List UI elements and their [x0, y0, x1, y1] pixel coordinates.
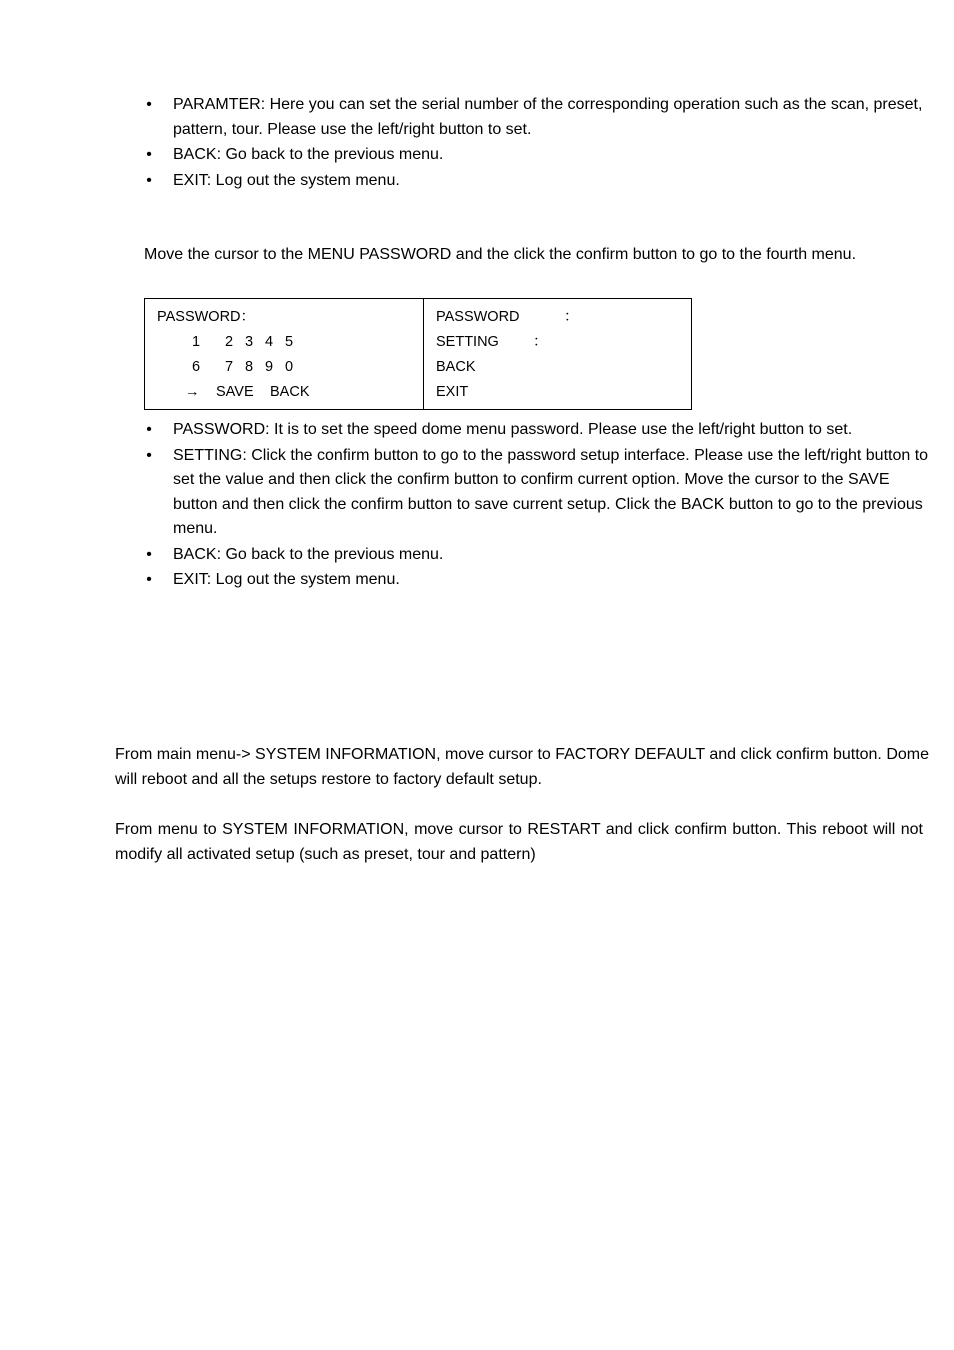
password-menu-box: [144, 298, 692, 410]
menu-password-intro: Move the cursor to the MENU PASSWORD and the click the confirm button to go to the fourth menu.: [144, 246, 857, 263]
password-menu-options: [424, 299, 691, 409]
list-item: [144, 568, 934, 593]
password-title: PASSWORD：: [157, 309, 256, 325]
digit-0: 0: [285, 359, 294, 375]
menu-item-password: PASSWORD: [436, 309, 520, 325]
bullet-icon: •: [146, 171, 152, 189]
bullet-text: SETTING: Click the confirm button to go to the password setup interface. Please use the left/right button to set the value and then click the confirm button to confirm current option. Move the cursor to the SAVE button and then click the confirm button to save current setup. Click the BACK button to go to the previous menu.: [173, 446, 929, 537]
bullet-icon: •: [146, 571, 152, 588]
list-item: [144, 93, 934, 142]
list-item: [144, 169, 934, 194]
bullet-text: PARAMTER: Here you can set the serial number of the corresponding operation such as the scan, preset, pattern, tour. Please use the left/right button to set.: [173, 96, 923, 138]
digit-4: 4: [265, 334, 274, 350]
digit-5: 5: [285, 334, 294, 350]
password-colon: ：: [564, 309, 579, 325]
bullet-icon: •: [146, 421, 152, 438]
bullet-icon: •: [146, 146, 152, 163]
digit-9: 9: [265, 359, 274, 375]
digit-8: 8: [245, 359, 254, 375]
bullet-icon: •: [146, 545, 152, 563]
list-item: [144, 543, 934, 568]
factory-default-paragraph: From main menu-> SYSTEM INFORMATION, move cursor to FACTORY DEFAULT and click confirm button. Dome will reboot and all the setups restore to factory default setup.: [115, 746, 929, 788]
bullet-icon: •: [146, 446, 152, 464]
list-item: [144, 444, 934, 542]
digit-1: 1: [192, 334, 201, 350]
parameter-bullet-list: [144, 93, 934, 194]
bullet-text: PASSWORD: It is to set the speed dome menu password. Please use the left/right button to set.: [173, 421, 853, 438]
menu-item-setting: SETTING: [436, 334, 499, 350]
bullet-icon: •: [146, 96, 152, 113]
cursor-arrow-icon: →: [185, 384, 200, 400]
restart-paragraph: From menu to SYSTEM INFORMATION, move cursor to RESTART and click confirm button. This reboot will not modify all activated setup (such as preset, tour and pattern): [115, 821, 923, 863]
list-item: [144, 418, 934, 443]
digit-7: 7: [225, 359, 234, 375]
menu-item-back: BACK: [436, 359, 476, 375]
list-item: [144, 143, 934, 168]
digit-6: 6: [192, 359, 201, 375]
bullet-text: BACK: Go back to the previous menu.: [173, 545, 444, 563]
bullet-text: EXIT: Log out the system menu.: [173, 171, 400, 189]
bullet-text: BACK: Go back to the previous menu.: [173, 146, 444, 163]
save-label: SAVE: [216, 384, 254, 400]
digit-2: 2: [225, 334, 234, 350]
password-bullet-list: [144, 418, 934, 594]
password-entry-panel: [145, 299, 424, 409]
bullet-text: EXIT: Log out the system menu.: [173, 571, 400, 588]
digit-3: 3: [245, 334, 254, 350]
menu-item-exit: EXIT: [436, 384, 469, 400]
back-label: BACK: [270, 384, 310, 400]
setting-colon: ：: [533, 334, 548, 350]
